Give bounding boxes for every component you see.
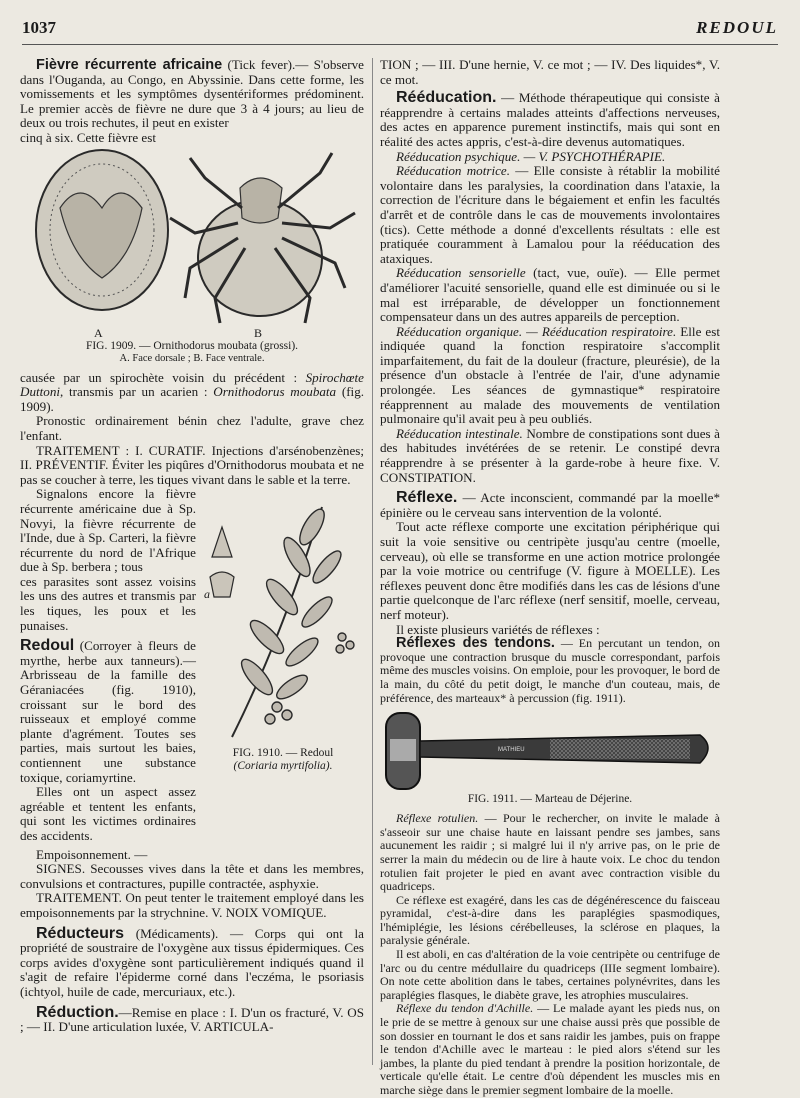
paragraph: Ce réflexe est exagéré, dans les cas de dégénérescence du faisceau pyramidal, c'est-à-dire dans les paraplégies spasmodiques, l'hémiplégie, les lésions cérébelleuses, la sclérose en plaques, la paralysie générale. (380, 892, 720, 948)
figure-label-a: A (94, 325, 103, 340)
paragraph: Elles ont un aspect assez agréable et tentent les enfants, qui sont les victimes ordinaires des accidents. (20, 784, 196, 843)
column-divider (372, 58, 373, 1065)
paragraph: ces parasites sont assez voisins les uns des autres et transmis par les tiques, les poux et les punaises. (20, 573, 196, 633)
figure-caption: FIG. 1909. — Ornithodorus moubata (grossi). (85, 339, 299, 352)
paragraph: Rééducation motrice. — Elle consiste à rétablir la mobilité volontaire dans les paralysies, la coordination dans l'ataxie, la correction de l'écriture dans le bégaiement et enfin les facultés d'arrêt et de contrôle dans le cas de mouvements involontaires (tics). Cette méthode a donné d'excellents résultats : elle est pratiquée couramment à Lamalou pour la rééducation des ataxiques. (380, 163, 720, 266)
entry-head: Réduction. (36, 1003, 119, 1021)
entry-head: Réducteurs (36, 924, 125, 942)
figure-caption: FIG. 1911. — Marteau de Déjerine. (467, 793, 633, 806)
hammer-stamp: MATHIEU (498, 747, 525, 754)
page-header (22, 18, 778, 40)
figure-label-b: B (254, 325, 263, 340)
entry-head: Redoul (20, 637, 75, 655)
entry-reeducation: Rééducation. — Méthode thérapeutique qui consiste à réapprendre à certains malades atteints d'affections nerveuses, des actes en apparence purement instinctifs, mais qui sont en réalité des actes appris, c'est-à-dire devenus automatiques. (380, 89, 720, 149)
figure-subcaption: A. Face dorsale ; B. Face ventrale. (119, 352, 265, 364)
paragraph: TRAITEMENT : I. CURATIF. Injections d'arsénobenzènes; II. PRÉVENTIF. Éviter les piqûres d'Ornithodorus moubata et ne pas se coucher à terre, les tiques vivant dans le sable et la terre. (20, 442, 364, 487)
page-number: 1037 (22, 18, 56, 37)
figure-1910 (202, 487, 364, 843)
entry-head: Rééducation. (396, 89, 497, 107)
plant-illustration (202, 487, 364, 747)
entry-head: Réflexe. (396, 489, 458, 507)
paragraph: Signalons encore la fièvre récurrente américaine due à Sp. Novyi, la fièvre récurrente de l'Inde, due à Sp. Carteri, la fièvre récurrente du nord de l'Afrique due à Sp. berbera ; tous (20, 486, 196, 575)
figure-label-a: a (204, 587, 210, 602)
paragraph: Il est aboli, en cas d'altération de la voie centripète ou centrifuge de l'arc ou du centre médullaire du quadriceps (IIIe segment lombaire). On note cette abolition dans le tabes, certaines polynévrites, dans les paraplégies flasques, le diabète grave, les atrophies musculaires. (380, 947, 720, 1002)
entry-reflexe: Réflexe. — Acte inconscient, commandé par la moelle* épinière ou le cerveau sans intervention de la volonté. (380, 489, 720, 520)
hammer-illustration (380, 709, 720, 793)
paragraph: Réflexe du tendon d'Achille. — Le malade ayant les pieds nus, on le prie de se mettre à genoux sur une chaise aussi près que possible de son dossier en tournant le dos et sans raidir les jambes, puis on frappe le tendon d'Achille avec le marteau : le pied alors s'étend sur les jambes, la plante du pied tendant à prendre la position horizontale, de verticale qu'elle était. Le centre d'où dépendent les muscles mis en marche siège dans le premier segment lombaire de la moelle. (380, 1001, 720, 1097)
paragraph: Rééducation psychique. — V. PSYCHOTHÉRAPIE. (396, 148, 666, 164)
entry-head: Fièvre récurrente africaine (36, 57, 223, 73)
paragraph: Empoisonnement. — (36, 846, 148, 862)
text-line: cinq à six. Cette fièvre est (20, 129, 156, 145)
figure-caption: FIG. 1910. — Redoul (232, 746, 334, 759)
paragraph: Tout acte réflexe comporte une excitation périphérique qui suit la voie sensitive ou centripète jusqu'au centre (moelle, cerveau), où elle se transforme en une action motrice prolongée par la voie motrice ou centrifuge (V. figure à MOELLE). Les réflexes peuvent donc être modifiés dans les cas de lésions d'une partie quelconque de l'arc réflexe (nerf sensitif, moelle, cerveau, nerf moteur). (380, 519, 720, 622)
paragraph: Rééducation sensorielle (tact, vue, ouïe). — Elle permet d'améliorer l'acuité sensorielle, quand elle est diminuée ou si le mal est irréparable, de développer un fonctionnement compensateur dans un des autres appareils de perception. (380, 265, 721, 325)
entry-reducteurs: Réducteurs (Médicaments). — Corps qui ont la propriété de soustraire de l'oxygène aux tissus épidermiques. Ces corps avides d'oxygène sont particulièrement indiqués quand il s'agit de refaire l'épiderme corné dans l'eczéma, le psoriasis (ichtyol, huile de cade, mercuriaux, etc.). (20, 924, 364, 999)
right-column (380, 57, 721, 1097)
paragraph: Rééducation intestinale. Nombre de constipations sont dues à des habitudes invétérées de se retenir. Le constipé devra réapprendre à se présenter à la garde-robe à heure fixe. V. CONSTIPATION. (380, 425, 720, 485)
paragraph: Réflexes des tendons. — En percutant un tendon, on provoque une contraction brusque du muscle correspondant, parfois même des muscles voisins. On emploie, pour les provoquer, le bord de la main, du côté du petit doigt, le manche d'un couteau, mais, de préférence, des marteaux* à percussion (fig. 1911). (380, 635, 720, 705)
entry-fievre: Fièvre récurrente africaine (Tick fever).— S'observe dans l'Ouganda, au Congo, en Abyssinie. Dans cette forme, les vomissements et les symptômes dysentériformes prédominent. Le premier accès de fièvre ne dure que 3 à 4 jours; au lieu de deux ou trois rechutes, il peut en exister (20, 57, 364, 131)
paragraph: Il existe plusieurs variétés de réflexes : (396, 621, 600, 637)
figure-1909 (20, 148, 364, 326)
left-column (20, 58, 364, 1065)
entry-redoul: Redoul (Corroyer à fleurs de myrthe, herbe aux tanneurs).— Arbrisseau de la famille des Géraniacées (fig. 1910), croissant sur le bord des ruisseaux et employé comme plante d'agrément. Toutes ses parties, mais surtout les baies, contiennent une substance toxique, coriamyrtine. (20, 637, 196, 785)
paragraph: Rééducation organique. — Rééducation respiratoire. Elle est indiquée quand la fonction respiratoire s'accomplit imparfaitement, du fait de la douleur (fracture, pleurésie), de la présence d'un obstacle à l'entrée de l'air, d'une adynamie prolongée. Les séances de gymnastique* respiratoire réapprennent au malade des mouvements de ventilation pulmonaire qu'il avait peu à peu oubliés. (380, 323, 720, 427)
tick-illustration (20, 148, 364, 326)
header-rule (22, 44, 778, 45)
paragraph: Réflexe rotulien. — Pour le rechercher, on invite le malade à s'asseoir sur une chaise haute en laissant pendre ses jambes, sans aucunement les raidir ; si malgré lui il n'y arrive pas, on le prie de serrer la main du médecin ou de lire à haute voix. Le choc du tendon rotulien fait projeter le pied en avant avec contraction visible du quadriceps. (380, 811, 720, 894)
entry-reduction: Réduction.—Remise en place : I. D'un os fracturé, V. OS ; — II. D'une articulation luxée, V. ARTICULA- (20, 1003, 364, 1035)
paragraph: causée par un spirochète voisin du précédent : Spirochœte Duttoni, transmis par un acarien : Ornithodorus moubata (fig. 1909). (20, 369, 365, 414)
running-head: REDOUL (696, 18, 778, 37)
paragraph: Pronostic ordinairement bénin chez l'adulte, grave chez l'enfant. (20, 413, 364, 443)
figure-1911 (380, 709, 720, 793)
paragraph: TION ; — III. D'une hernie, V. ce mot ; — IV. Des liquides*, V. ce mot. (380, 57, 720, 87)
paragraph: TRAITEMENT. On peut tenter le traitement employé dans les empoisonnements par la strychnine. V. NOIX VOMIQUE. (20, 890, 364, 920)
paragraph: SIGNES. Secousses vives dans la tête et dans les membres, convulsions et contractures, pupille contractée, asphyxie. (20, 861, 364, 891)
figure-subcaption: (Coriaria myrtifolia). (233, 759, 333, 772)
